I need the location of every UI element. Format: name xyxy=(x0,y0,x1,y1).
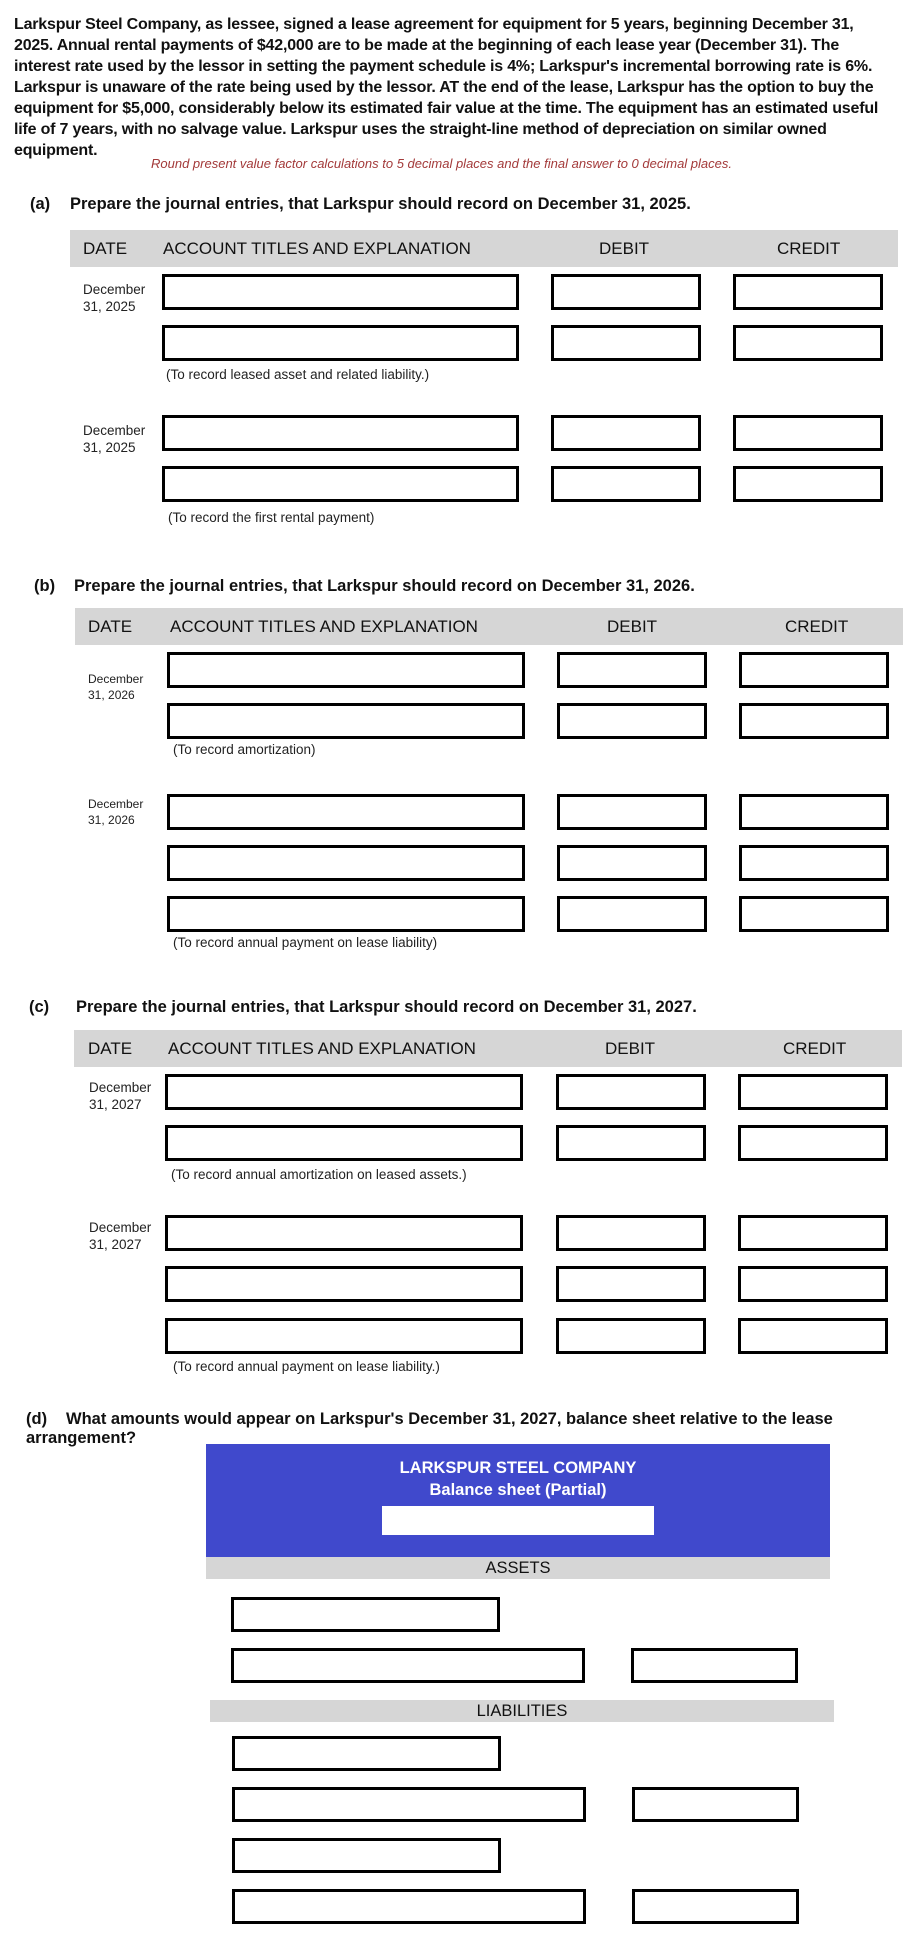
credit-input[interactable] xyxy=(739,896,889,932)
account-input[interactable] xyxy=(167,845,525,881)
account-input[interactable] xyxy=(167,896,525,932)
credit-input[interactable] xyxy=(738,1074,888,1110)
header-date: DATE xyxy=(88,1039,133,1058)
credit-input[interactable] xyxy=(739,652,889,688)
debit-input[interactable] xyxy=(557,845,707,881)
account-input[interactable] xyxy=(167,794,525,830)
liabilities-heading: LIABILITIES xyxy=(210,1700,834,1722)
account-input[interactable] xyxy=(167,652,525,688)
table-header-b xyxy=(75,608,903,645)
debit-input[interactable] xyxy=(557,794,707,830)
liability-line-input[interactable] xyxy=(232,1889,586,1924)
credit-input[interactable] xyxy=(738,1266,888,1302)
credit-input[interactable] xyxy=(738,1215,888,1251)
liability-amount-input[interactable] xyxy=(632,1787,799,1822)
header-date: DATE xyxy=(88,617,133,636)
account-input[interactable] xyxy=(167,703,525,739)
entry-date: December 31, 2025 xyxy=(83,423,146,455)
debit-input[interactable] xyxy=(551,466,701,502)
credit-input[interactable] xyxy=(733,325,883,361)
debit-input[interactable] xyxy=(557,896,707,932)
credit-input[interactable] xyxy=(733,466,883,502)
debit-input[interactable] xyxy=(556,1318,706,1354)
question-c-label: (c) xyxy=(29,998,50,1016)
question-b-text: Prepare the journal entries, that Larkspur should record on December 31, 2026. xyxy=(74,577,695,595)
entry-date: December 31, 2027 xyxy=(89,1080,152,1112)
asset-amount-input[interactable] xyxy=(631,1648,798,1683)
credit-input[interactable] xyxy=(739,794,889,830)
statement-date-input[interactable] xyxy=(382,1506,654,1535)
credit-input[interactable] xyxy=(733,274,883,310)
asset-line-input[interactable] xyxy=(231,1648,585,1683)
header-credit: CREDIT xyxy=(785,617,849,636)
question-c-text: Prepare the journal entries, that Larkspur should record on December 31, 2027. xyxy=(76,998,697,1016)
header-credit: CREDIT xyxy=(777,239,841,258)
debit-input[interactable] xyxy=(551,325,701,361)
header-debit: DEBIT xyxy=(599,239,650,258)
account-input[interactable] xyxy=(165,1125,523,1161)
problem-statement: Larkspur Steel Company, as lessee, signed a lease agreement for equipment for 5 years, beginning December 31, 2025. Annual rental payments of $42,000 are to be made at the beginning of each lease year (December 31). The interest rate used by the lessor in setting the payment schedule is 4%; Larkspur's incremental borrowing rate is 6%. Larkspur is unaware of the rate being used by the lessor. AT the end of the lease, Larkspur has the option to buy the equipment for $5,000, considerably below its estimated fair value at the time. The equipment has an estimated useful life of 7 years, with no salvage value. Larkspur uses the straight-line method of depreciation on similar owned equipment. xyxy=(14,16,879,159)
question-d-label: (d) xyxy=(26,1410,48,1428)
question-a xyxy=(30,195,691,214)
question-a-text: Prepare the journal entries, that Larkspur should record on December 31, 2025. xyxy=(70,195,691,213)
entry-date: December 31, 2026 xyxy=(88,797,144,827)
question-d-text: What amounts would appear on Larkspur's December 31, 2027, balance sheet relative to the lease arrangement? xyxy=(26,1410,833,1447)
entry-date: December 31, 2026 xyxy=(88,672,144,702)
assets-heading: ASSETS xyxy=(206,1557,830,1579)
account-input[interactable] xyxy=(162,466,519,502)
credit-input[interactable] xyxy=(733,415,883,451)
debit-input[interactable] xyxy=(551,274,701,310)
entry-memo: (To record the first rental payment) xyxy=(168,510,375,525)
rounding-note: Round present value factor calculations to 5 decimal places and the final answer to 0 decimal places. xyxy=(151,156,732,171)
company-name: LARKSPUR STEEL COMPANY xyxy=(399,1459,637,1477)
debit-input[interactable] xyxy=(556,1125,706,1161)
entry-memo: (To record amortization) xyxy=(173,742,316,757)
table-header-c xyxy=(74,1030,902,1067)
debit-input[interactable] xyxy=(551,415,701,451)
header-account: ACCOUNT TITLES AND EXPLANATION xyxy=(170,617,478,636)
account-input[interactable] xyxy=(165,1266,523,1302)
entry-date: December 31, 2025 xyxy=(83,282,146,314)
header-debit: DEBIT xyxy=(605,1039,656,1058)
debit-input[interactable] xyxy=(556,1215,706,1251)
statement-name: Balance sheet (Partial) xyxy=(429,1481,607,1499)
balance-sheet-header xyxy=(206,1444,830,1557)
debit-input[interactable] xyxy=(557,652,707,688)
question-b-label: (b) xyxy=(34,577,56,595)
liability-line-input[interactable] xyxy=(232,1787,586,1822)
credit-input[interactable] xyxy=(739,845,889,881)
entry-memo: (To record leased asset and related liability.) xyxy=(166,367,430,382)
liability-amount-input[interactable] xyxy=(632,1889,799,1924)
debit-input[interactable] xyxy=(556,1074,706,1110)
account-input[interactable] xyxy=(165,1318,523,1354)
debit-input[interactable] xyxy=(557,703,707,739)
entry-memo: (To record annual amortization on leased assets.) xyxy=(171,1167,467,1182)
table-header-a xyxy=(70,230,898,267)
account-input[interactable] xyxy=(165,1215,523,1251)
header-credit: CREDIT xyxy=(783,1039,847,1058)
account-input[interactable] xyxy=(165,1074,523,1110)
liability-title-input[interactable] xyxy=(232,1736,501,1771)
credit-input[interactable] xyxy=(738,1125,888,1161)
header-debit: DEBIT xyxy=(607,617,658,636)
entry-date: December 31, 2027 xyxy=(89,1220,152,1252)
asset-title-input[interactable] xyxy=(231,1597,500,1632)
account-input[interactable] xyxy=(162,325,519,361)
debit-input[interactable] xyxy=(556,1266,706,1302)
question-b xyxy=(34,577,695,596)
question-c xyxy=(29,998,697,1017)
credit-input[interactable] xyxy=(739,703,889,739)
question-d xyxy=(26,1410,917,1448)
liability-title-input[interactable] xyxy=(232,1838,501,1873)
credit-input[interactable] xyxy=(738,1318,888,1354)
header-account: ACCOUNT TITLES AND EXPLANATION xyxy=(168,1039,476,1058)
entry-memo: (To record annual payment on lease liability.) xyxy=(173,1359,440,1374)
question-a-label: (a) xyxy=(30,195,51,213)
account-input[interactable] xyxy=(162,274,519,310)
account-input[interactable] xyxy=(162,415,519,451)
entry-memo: (To record annual payment on lease liability) xyxy=(173,935,438,950)
header-account: ACCOUNT TITLES AND EXPLANATION xyxy=(163,239,471,258)
header-date: DATE xyxy=(83,239,128,258)
